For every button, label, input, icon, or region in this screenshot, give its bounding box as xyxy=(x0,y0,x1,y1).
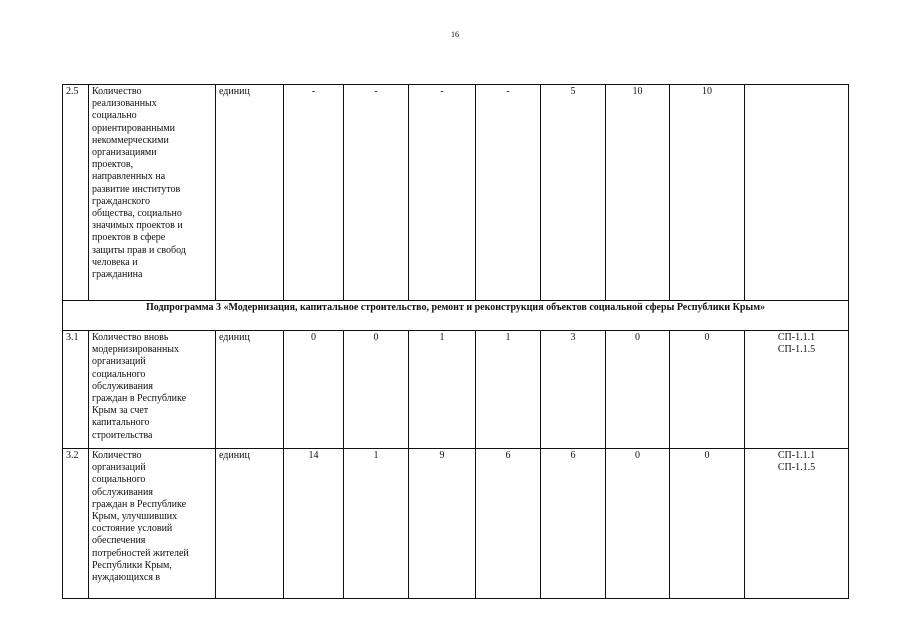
unit-cell: единиц xyxy=(216,449,284,599)
code-item: СП-1.1.1 xyxy=(777,332,816,343)
value-cell: 6 xyxy=(476,449,541,599)
subprogram-row xyxy=(63,301,849,331)
value-cell: 1 xyxy=(344,449,409,599)
value-cell: 9 xyxy=(409,449,476,599)
value-cell: - xyxy=(409,85,476,301)
value-cell: 3 xyxy=(541,331,606,449)
code-cell xyxy=(745,449,849,599)
table-row xyxy=(63,449,849,599)
value-cell: - xyxy=(284,85,344,301)
row-number: 3.2 xyxy=(63,449,89,599)
row-number: 3.1 xyxy=(63,331,89,449)
value-cell: 1 xyxy=(476,331,541,449)
subprogram-title: Подпрограмма 3 «Модернизация, капитальное строительство, ремонт и реконструкция объектов социальной сферы Республики Крым» xyxy=(63,301,849,331)
table-row xyxy=(63,331,849,449)
unit-cell: единиц xyxy=(216,331,284,449)
code-cell xyxy=(745,331,849,449)
value-cell: 0 xyxy=(606,331,670,449)
value-cell: 14 xyxy=(284,449,344,599)
code-cell xyxy=(745,85,849,301)
value-cell: 0 xyxy=(606,449,670,599)
row-number: 2.5 xyxy=(63,85,89,301)
code-item: СП-1.1.1 xyxy=(777,450,816,461)
value-cell: - xyxy=(476,85,541,301)
page-number: 16 xyxy=(451,30,459,39)
unit-cell: единиц xyxy=(216,85,284,301)
value-cell: 1 xyxy=(409,331,476,449)
value-cell: 5 xyxy=(541,85,606,301)
value-cell: 0 xyxy=(284,331,344,449)
table-row xyxy=(63,85,849,301)
value-cell: 10 xyxy=(670,85,745,301)
value-cell: 0 xyxy=(670,449,745,599)
value-cell: - xyxy=(344,85,409,301)
indicator-name: Количество вновь модернизированных организаций социального обслуживания граждан в Республике Крым за счет капитального строительства xyxy=(89,331,216,449)
indicators-table xyxy=(62,84,849,599)
code-item: СП-1.1.5 xyxy=(777,462,816,474)
code-item: СП-1.1.5 xyxy=(777,344,816,356)
indicator-name: Количество реализованных социально ориентированными некоммерческими организациями проектов, направленных на развитие институтов гражданского общества, социально значимых проектов и проектов в сфере защиты прав и свобод человека и гражданина xyxy=(89,85,216,301)
value-cell: 10 xyxy=(606,85,670,301)
value-cell: 0 xyxy=(344,331,409,449)
indicator-name: Количество организаций социального обслуживания граждан в Республике Крым, улучшивших состояние условий обеспечения потребностей жителей Республики Крым, нуждающихся в xyxy=(89,449,216,599)
value-cell: 6 xyxy=(541,449,606,599)
value-cell: 0 xyxy=(670,331,745,449)
